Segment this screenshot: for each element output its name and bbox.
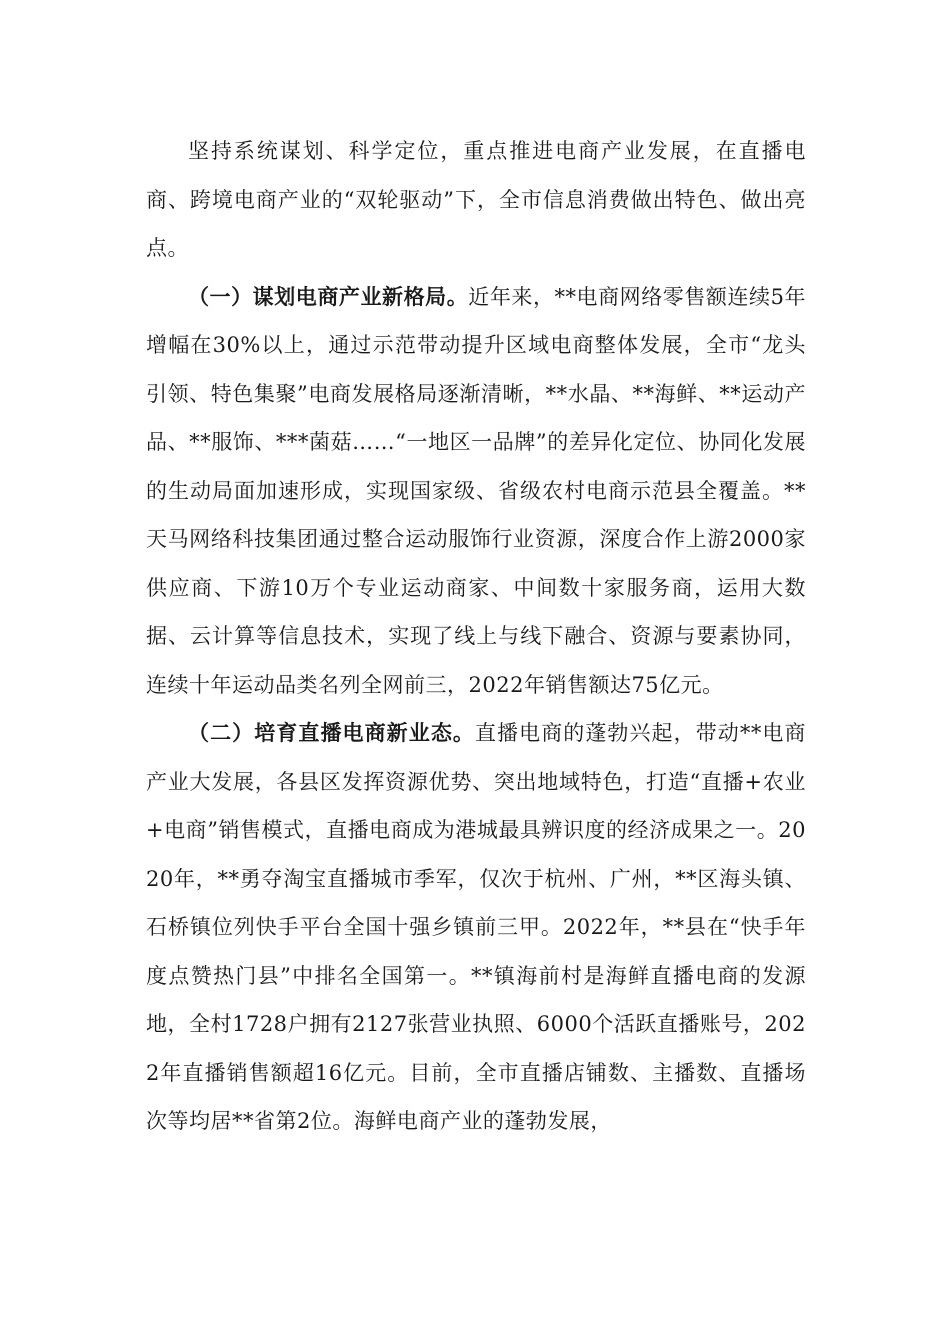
intro-paragraph <box>146 127 806 273</box>
section-1-heading: （一）谋划电商产业新格局。 <box>188 283 469 309</box>
intro-text: 坚持系统谋划、科学定位，重点推进电商产业发展，在直播电商、跨境电商产业的“双轮驱动”下，全市信息消费做出特色、做出亮点。 <box>146 139 806 260</box>
document-body <box>146 127 806 1146</box>
section-2-text: 直播电商的蓬勃兴起，带动**电商产业大发展，各县区发挥资源优势、突出地域特色，打造“直播+农业+电商”销售模式，直播电商成为港城最具辨识度的经济成果之一。2020年，**勇夺淘宝直播城市季军，仅次于杭州、广州，**区海头镇、石桥镇位列快手平台全国十强乡镇前三甲。2022年，**县在“快手年度点赞热门县”中排名全国第一。**镇海前村是海鲜直播电商的发源地，全村1728户拥有2127张营业执照、6000个活跃直播账号，2022年直播销售额超16亿元。目前，全市直播店铺数、主播数、直播场次等均居**省第2位。海鲜电商产业的蓬勃发展， <box>146 721 807 1133</box>
section-2-heading: （二）培育直播电商新业态。 <box>188 720 475 745</box>
section-1-paragraph <box>146 273 806 710</box>
section-2-paragraph <box>146 709 806 1146</box>
section-1-text: 近年来，**电商网络零售额连续5年增幅在30%以上，通过示范带动提升区域电商整体发展，全市“龙头引领、特色集聚”电商发展格局逐渐清晰，**水晶、**海鲜、**运动产品、**服饰、***菌菇……“一地区一品牌”的差异化定位、协同化发展的生动局面加速形成，实现国家级、省级农村电商示范县全覆盖。**天马网络科技集团通过整合运动服饰行业资源，深度合作上游2000家供应商、下游10万个专业运动商家、中间数十家服务商，运用大数据、云计算等信息技术，实现了线上与线下融合、资源与要素协同，连续十年运动品类名列全网前三，2022年销售额达75亿元。 <box>146 284 806 697</box>
